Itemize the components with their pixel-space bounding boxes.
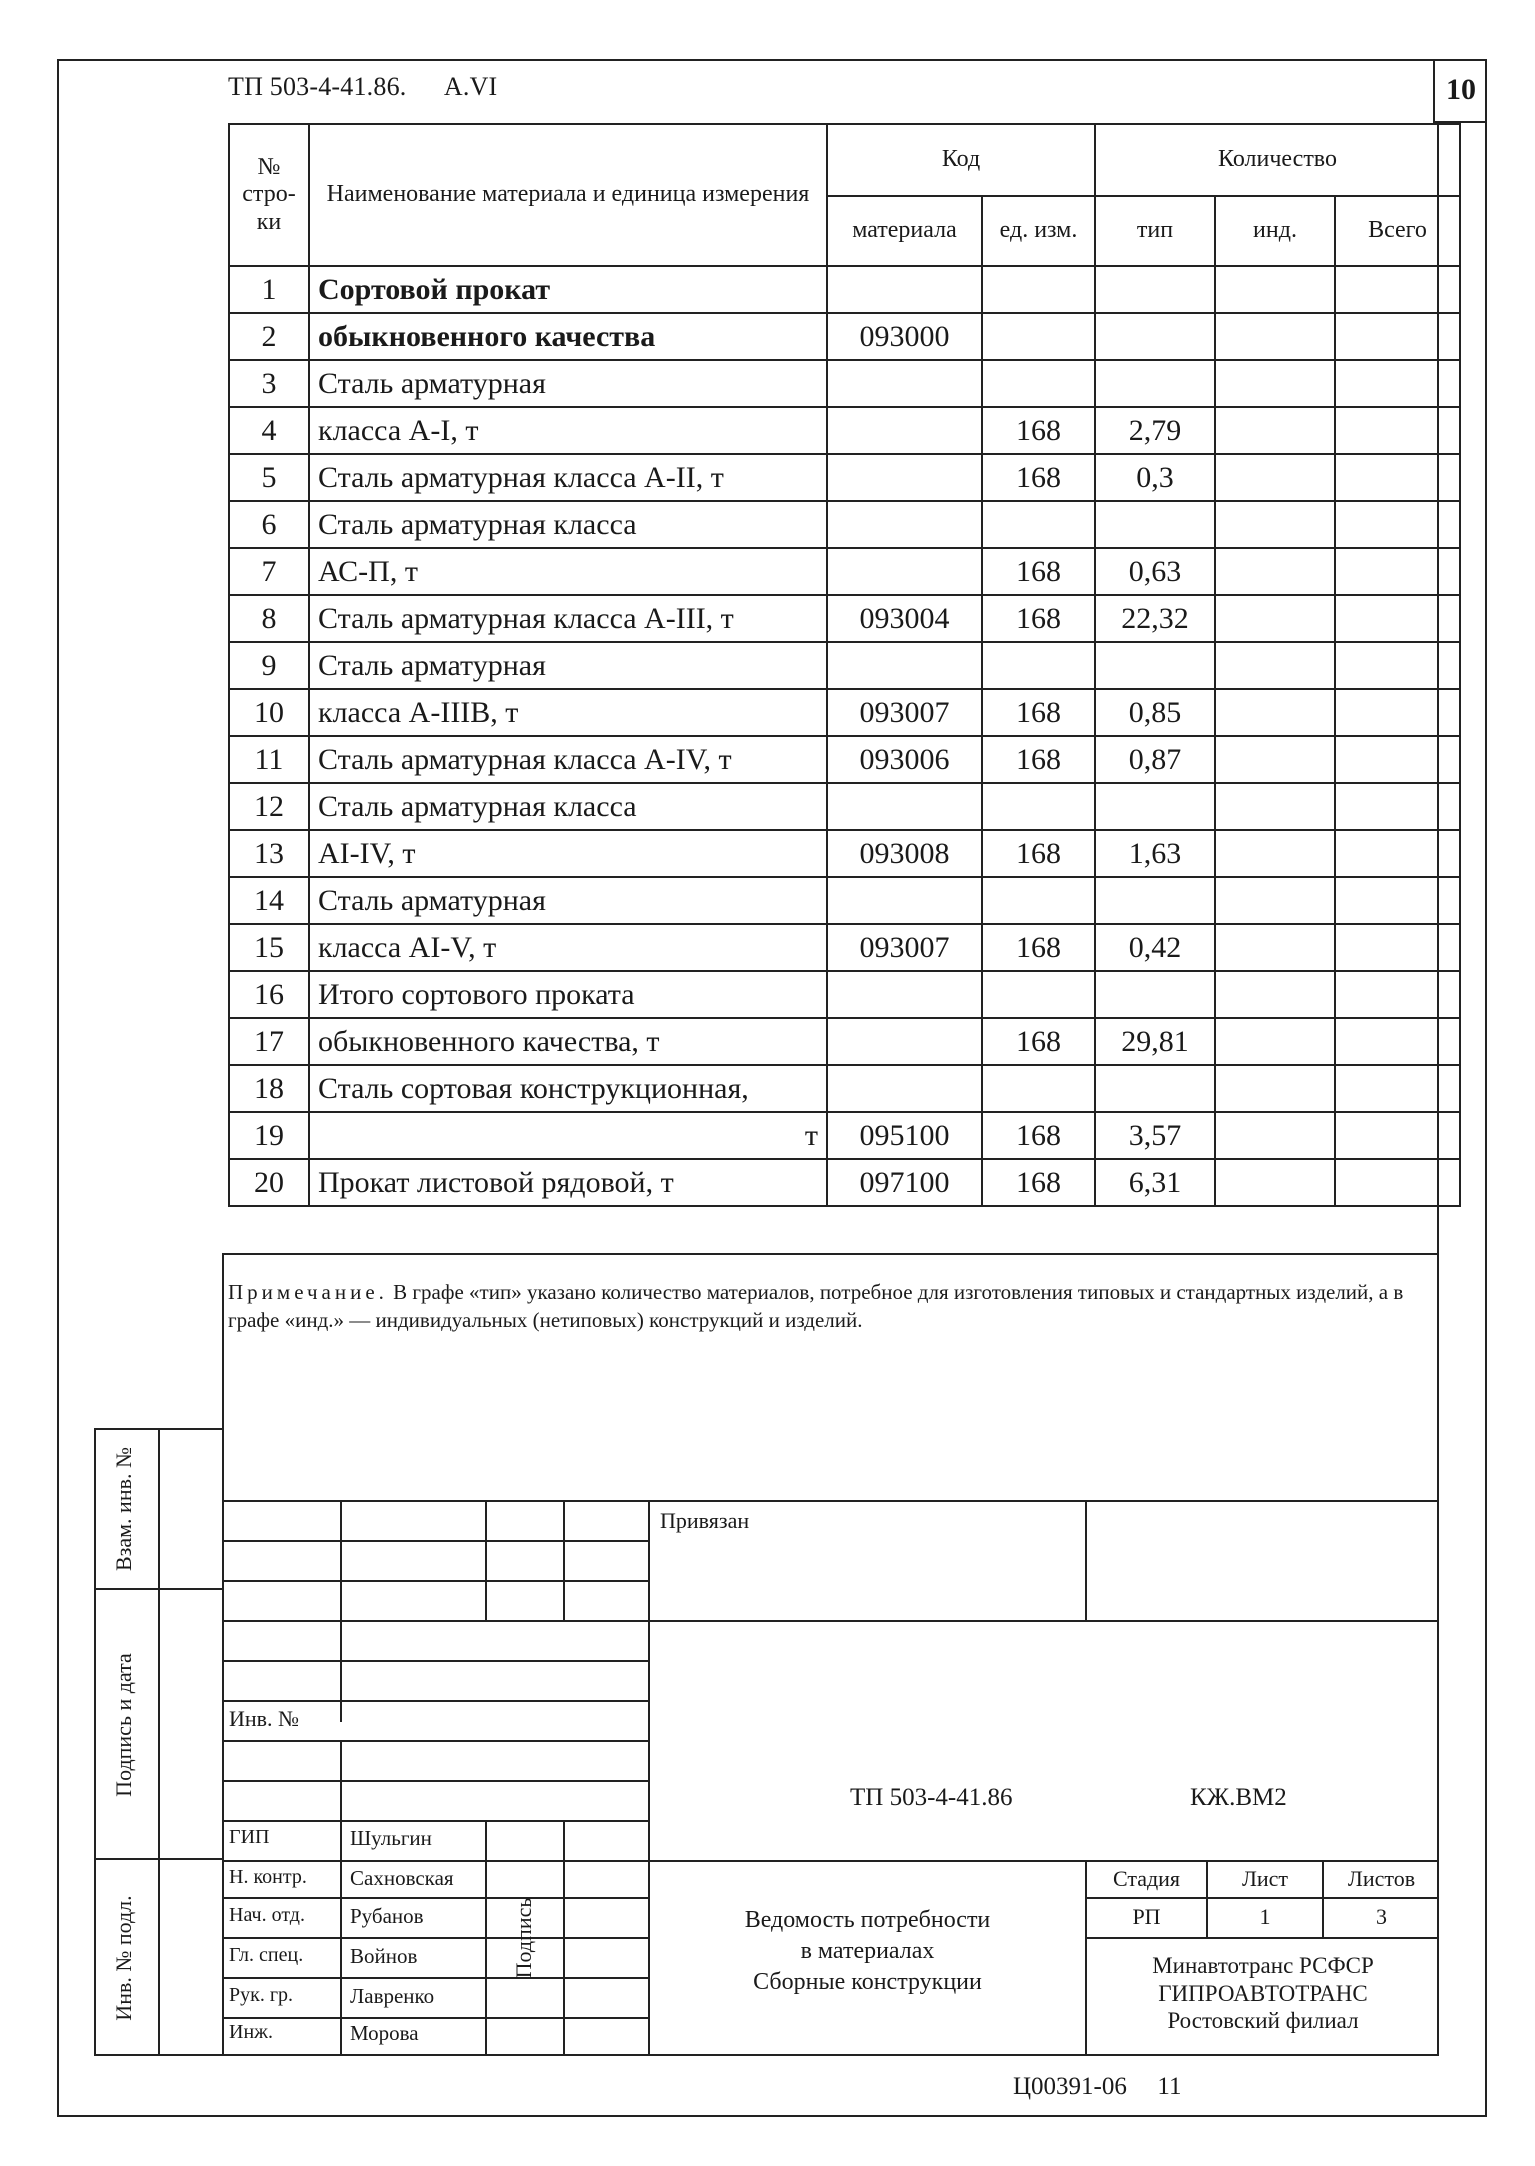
divider [563,1500,565,1620]
role-person: Лавренко [350,1984,435,2008]
cell-material-code [827,642,982,689]
divider [1085,1500,1087,1620]
cell-qty-total [1335,360,1460,407]
cell-unit-code [982,877,1095,924]
cell-material-code [827,971,982,1018]
cell-unit-code [982,360,1095,407]
table-row [229,877,1460,924]
divider [222,1620,1439,1622]
tb-mark: КЖ.ВМ2 [1190,1784,1287,1811]
cell-qty-total [1335,548,1460,595]
cell-qty-type [1095,783,1215,830]
cell-qty-type [1095,501,1215,548]
role-person: Войнов [350,1944,418,1968]
cell-qty-ind [1215,689,1335,736]
cell-qty-total [1335,1065,1460,1112]
doc-code: ТП 503-4-41.86. [228,72,407,101]
doc-title-line: Ведомость потребности [744,1907,991,1933]
col-header-ind: инд. [1215,196,1335,266]
cell-qty-type [1095,971,1215,1018]
footer-code-text: Ц00391-06 [1013,2073,1127,2100]
cell-qty-type: 0,85 [1095,689,1215,736]
side-inv-podl-label: Инв. № подл. [111,1895,136,2021]
cell-unit-code: 168 [982,689,1095,736]
cell-row-number: 14 [229,877,309,924]
col-header-material: материала [827,196,982,266]
note-label: Примечание. [228,1280,388,1304]
cell-name: Сталь арматурная [309,360,827,407]
doc-title-line: Сборные конструкции [753,1969,982,1996]
cell-material-code [827,407,982,454]
cell-qty-ind [1215,313,1335,360]
cell-qty-total [1335,313,1460,360]
cell-qty-total [1335,689,1460,736]
cell-row-number: 19 [229,1112,309,1159]
cell-qty-ind [1215,595,1335,642]
table-row [229,407,1460,454]
cell-unit-code [982,642,1095,689]
cell-qty-total [1335,877,1460,924]
cell-name: Сталь арматурная класса [309,783,827,830]
org-line: ГИПРОАВТОТРАНС [1158,1980,1368,2006]
cell-row-number: 15 [229,924,309,971]
role-person: Морова [350,2021,419,2045]
cell-qty-type [1095,1065,1215,1112]
cell-unit-code: 168 [982,830,1095,877]
divider [222,1860,1439,1862]
table-row [229,689,1460,736]
cell-material-code [827,360,982,407]
cell-unit-code: 168 [982,407,1095,454]
cell-row-number: 2 [229,313,309,360]
cell-unit-code [982,266,1095,313]
divider [222,1500,1439,1502]
divider [222,1253,224,2056]
cell-row-number: 1 [229,266,309,313]
role-label: Рук. гр. [229,1984,294,2006]
cell-qty-total [1335,501,1460,548]
cell-row-number: 12 [229,783,309,830]
cell-qty-ind [1215,407,1335,454]
doc-title-line: в материалах [800,1938,935,1965]
cell-material-code [827,1065,982,1112]
cell-material-code: 093004 [827,595,982,642]
cell-row-number: 6 [229,501,309,548]
cell-material-code [827,454,982,501]
cell-qty-type [1095,266,1215,313]
cell-qty-total [1335,783,1460,830]
sheet-number-box [1433,59,1487,123]
cell-material-code [827,783,982,830]
cell-name: АI-IV, т [309,830,827,877]
col-header-code: Код [827,124,1095,196]
divider [485,1820,487,2056]
cell-material-code [827,1018,982,1065]
cell-material-code [827,548,982,595]
sheets-value: 3 [1376,1904,1387,1929]
cell-row-number: 17 [229,1018,309,1065]
table-row [229,971,1460,1018]
cell-qty-ind [1215,971,1335,1018]
cell-unit-code: 168 [982,1018,1095,1065]
cell-qty-total [1335,266,1460,313]
cell-qty-type [1095,642,1215,689]
table-row [229,266,1460,313]
cell-unit-code [982,783,1095,830]
divider [158,1858,160,2056]
divider [648,1500,650,2056]
sheet-label: Лист [1241,1866,1289,1891]
sheet-value: 1 [1259,1904,1271,1929]
table-row [229,736,1460,783]
divider [222,1897,648,1899]
table-row [229,642,1460,689]
cell-qty-type [1095,360,1215,407]
divider [222,1740,648,1742]
privyazan-label: Привязан [660,1508,750,1533]
divider [222,1580,648,1582]
cell-name: Прокат листовой рядовой, т [309,1159,827,1206]
divider [158,1588,160,1860]
cell-material-code [827,501,982,548]
cell-row-number: 8 [229,595,309,642]
cell-unit-code [982,1065,1095,1112]
side-zam-inv-label: Взам. инв. № [111,1447,136,1571]
table-row [229,1112,1460,1159]
cell-row-number: 13 [229,830,309,877]
cell-qty-type: 0,3 [1095,454,1215,501]
cell-qty-ind [1215,783,1335,830]
cell-qty-ind [1215,1065,1335,1112]
table-row [229,1018,1460,1065]
col-header-type: тип [1095,196,1215,266]
cell-qty-ind [1215,454,1335,501]
col-header-total: Всего [1335,196,1460,266]
document-header [228,72,497,102]
cell-qty-ind [1215,1018,1335,1065]
col-header-quantity: Количество [1095,124,1460,196]
table-row [229,1159,1460,1206]
cell-name: Итого сортового проката [309,971,827,1018]
table-row [229,313,1460,360]
cell-qty-type [1095,877,1215,924]
cell-unit-code [982,971,1095,1018]
role-label: Инж. [229,2021,273,2043]
cell-qty-total [1335,736,1460,783]
cell-qty-ind [1215,830,1335,877]
cell-qty-total [1335,971,1460,1018]
cell-qty-type: 1,63 [1095,830,1215,877]
role-person: Рубанов [350,1904,424,1928]
cell-qty-type: 0,87 [1095,736,1215,783]
cell-qty-total [1335,642,1460,689]
cell-qty-ind [1215,266,1335,313]
cell-qty-type: 6,31 [1095,1159,1215,1206]
cell-qty-type: 3,57 [1095,1112,1215,1159]
cell-qty-type: 29,81 [1095,1018,1215,1065]
cell-material-code: 095100 [827,1112,982,1159]
cell-row-number: 5 [229,454,309,501]
cell-row-number: 16 [229,971,309,1018]
divider [340,1740,342,2056]
divider [222,1937,648,1939]
footer-page: 11 [1157,2073,1182,2100]
cell-material-code: 093000 [827,313,982,360]
cell-qty-ind [1215,1112,1335,1159]
cell-qty-total [1335,830,1460,877]
cell-name: Сталь арматурная класса А-IV, т [309,736,827,783]
cell-row-number: 4 [229,407,309,454]
divider [222,1820,648,1822]
cell-name: АС-П, т [309,548,827,595]
cell-unit-code: 168 [982,548,1095,595]
podpis-label: Подпись [511,1897,536,1979]
role-label: ГИП [229,1826,270,1848]
sheet-number: 10 [1446,73,1476,106]
cell-qty-total [1335,1018,1460,1065]
cell-qty-type [1095,313,1215,360]
cell-qty-ind [1215,736,1335,783]
divider [222,1540,648,1542]
role-label: Н. контр. [229,1866,307,1888]
doc-title [660,1905,1075,1999]
cell-material-code: 097100 [827,1159,982,1206]
cell-row-number: 20 [229,1159,309,1206]
role-label: Гл. спец. [229,1944,304,1966]
cell-qty-type: 0,63 [1095,548,1215,595]
cell-qty-total [1335,454,1460,501]
cell-name: класса А-IIIВ, т [309,689,827,736]
cell-name: обыкновенного качества, т [309,1018,827,1065]
divider [1437,123,1439,2056]
cell-qty-total [1335,407,1460,454]
side-podpis-data-label: Подпись и дата [111,1653,136,1797]
org-line: Ростовский филиал [1167,2008,1359,2034]
cell-qty-ind [1215,642,1335,689]
cell-unit-code: 168 [982,1112,1095,1159]
inv-no-label: Инв. № [229,1706,300,1731]
cell-name: класса А-I, т [309,407,827,454]
table-row [229,360,1460,407]
cell-row-number: 18 [229,1065,309,1112]
cell-name: Сталь сортовая конструкционная, [309,1065,827,1112]
cell-qty-total [1335,595,1460,642]
materials-table [228,123,1461,1207]
cell-qty-ind [1215,360,1335,407]
cell-row-number: 9 [229,642,309,689]
divider [158,1428,160,1590]
cell-material-code [827,266,982,313]
divider [340,1500,342,1722]
album-label: А.VI [443,72,498,101]
divider [563,1820,565,2056]
cell-qty-total [1335,1159,1460,1206]
cell-qty-type: 22,32 [1095,595,1215,642]
organization [1087,1952,1439,2035]
cell-material-code: 093006 [827,736,982,783]
table-row [229,501,1460,548]
cell-qty-ind [1215,924,1335,971]
cell-qty-ind [1215,1159,1335,1206]
org-line: Минавтотранс РСФСР [1152,1953,1374,1978]
cell-material-code [827,877,982,924]
cell-name: класса АI-V, т [309,924,827,971]
divider [485,1500,487,1620]
cell-row-number: 3 [229,360,309,407]
col-header-unit: ед. изм. [982,196,1095,266]
cell-name: Сталь арматурная класса А-II, т [309,454,827,501]
table-row [229,924,1460,971]
table-row [229,783,1460,830]
cell-qty-ind [1215,548,1335,595]
role-label: Нач. отд. [229,1904,305,1926]
cell-material-code: 093007 [827,924,982,971]
cell-name: Сортовой прокат [309,266,827,313]
cell-name: т [309,1112,827,1159]
cell-row-number: 7 [229,548,309,595]
cell-unit-code: 168 [982,454,1095,501]
divider [222,1700,648,1702]
cell-name: Сталь арматурная класса [309,501,827,548]
table-row [229,1065,1460,1112]
table-row [229,830,1460,877]
cell-name: Сталь арматурная класса А-III, т [309,595,827,642]
cell-qty-type: 0,42 [1095,924,1215,971]
cell-qty-ind [1215,877,1335,924]
divider [222,2054,1439,2056]
cell-unit-code: 168 [982,1159,1095,1206]
divider [222,1253,1439,1255]
cell-row-number: 10 [229,689,309,736]
role-person: Сахновская [350,1866,454,1890]
cell-qty-type: 2,79 [1095,407,1215,454]
role-person: Шульгин [350,1826,432,1850]
cell-unit-code: 168 [982,924,1095,971]
footer-code [1013,2073,1181,2101]
cell-unit-code: 168 [982,736,1095,783]
cell-qty-total [1335,924,1460,971]
table-row [229,548,1460,595]
col-header-name: Наименование материала и единица измерения [309,124,827,266]
cell-unit-code [982,313,1095,360]
tb-doc-code: ТП 503-4-41.86 [850,1784,1013,1811]
divider [222,2017,648,2019]
cell-unit-code [982,501,1095,548]
divider [1085,1937,1439,1939]
stage-label: Стадия [1112,1866,1181,1891]
table-row [229,454,1460,501]
stage-value: РП [1132,1904,1161,1929]
table-row [229,595,1460,642]
col-header-row-no: № стро-ки [229,124,309,266]
cell-qty-ind [1215,501,1335,548]
cell-unit-code: 168 [982,595,1095,642]
cell-name: обыкновенного качества [309,313,827,360]
cell-name: Сталь арматурная [309,877,827,924]
note-text: В графе «тип» указано количество материалов, потребное для изготовления типовых и стандартных изделий, а в графе «инд.» — индивидуальных (нетиповых) конструкций и изделий. [228,1280,1404,1333]
cell-qty-total [1335,1112,1460,1159]
cell-name: Сталь арматурная [309,642,827,689]
note [228,1278,1450,1335]
divider [222,1780,648,1782]
cell-material-code: 093007 [827,689,982,736]
cell-material-code: 093008 [827,830,982,877]
sheets-label: Листов [1347,1866,1416,1891]
cell-row-number: 11 [229,736,309,783]
divider [222,1660,648,1662]
divider [222,1977,648,1979]
divider [1085,1897,1439,1899]
